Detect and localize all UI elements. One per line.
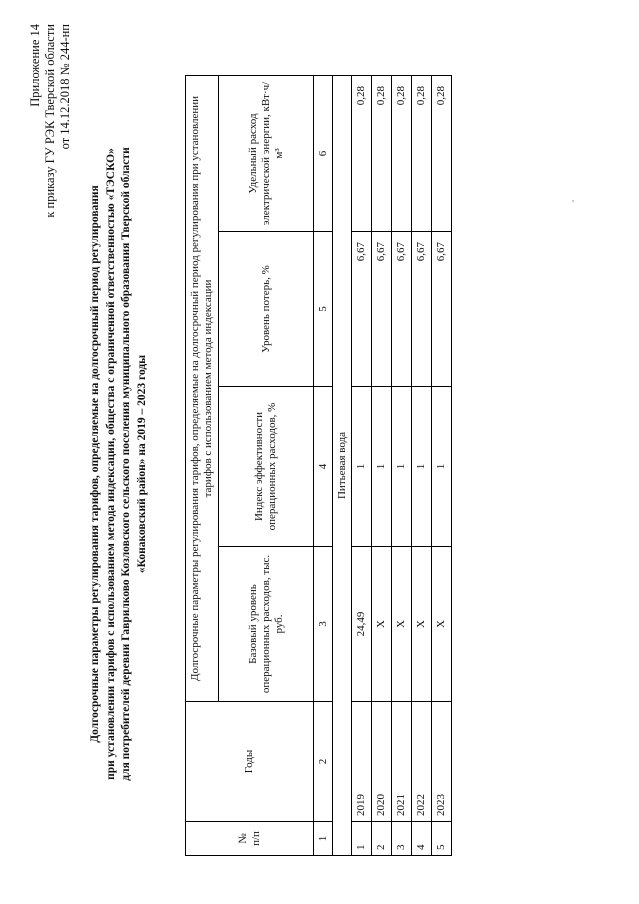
row-no: 3 bbox=[392, 822, 412, 856]
row-loss-level: 6,67 bbox=[432, 232, 452, 387]
header-year: Годы bbox=[186, 702, 314, 822]
row-no: 2 bbox=[372, 822, 392, 856]
scan-speck bbox=[572, 200, 574, 202]
row-efficiency-index: 1 bbox=[372, 387, 392, 547]
title-line-3: для потребителей деревни Гаврилково Козловского сельского поселения муниципального образования Тверской области bbox=[120, 147, 132, 781]
header-energy-consumption: Удельный расход электрической энергии, кВт·ч/м³ bbox=[219, 75, 314, 231]
row-year: 2021 bbox=[392, 702, 412, 822]
row-no: 4 bbox=[412, 822, 432, 856]
row-year: 2023 bbox=[432, 702, 452, 822]
row-efficiency-index: 1 bbox=[412, 387, 432, 547]
appendix-note bbox=[28, 24, 73, 218]
column-number: 4 bbox=[314, 387, 333, 547]
column-number: 2 bbox=[314, 702, 333, 822]
section-label: Питьевая вода bbox=[333, 75, 352, 855]
appendix-line-3: от 14.12.2018 № 244-нп bbox=[58, 24, 72, 150]
row-loss-level: 6,67 bbox=[392, 232, 412, 387]
row-year: 2022 bbox=[412, 702, 432, 822]
appendix-line-2: к приказу ГУ РЭК Тверской области bbox=[43, 24, 57, 218]
document-title bbox=[88, 84, 150, 844]
row-base-opex: 24,49 bbox=[352, 547, 372, 702]
header-efficiency-index: Индекс эффективности операционных расходов, % bbox=[219, 387, 314, 547]
table-row bbox=[392, 75, 412, 855]
header-group: Долгосрочные параметры регулирования тарифов, определяемые на долгосрочный период регулирования при установлении тарифов с использованием метода индексации bbox=[186, 75, 219, 701]
table-row bbox=[372, 75, 392, 855]
table-row bbox=[412, 75, 432, 855]
row-energy-consumption: 0,28 bbox=[392, 75, 412, 231]
header-loss-level: Уровень потерь, % bbox=[219, 232, 314, 387]
title-line-4: «Конаковский район» на 2019 – 2023 годы bbox=[135, 354, 148, 574]
title-line-2: при установлении тарифов с использованием метода индексации, общества с ограниченной ответственностью «ТЭСКО» bbox=[104, 148, 117, 780]
header-base-opex: Базовый уровень операционных расходов, тыс. руб. bbox=[219, 547, 314, 702]
section-row bbox=[333, 75, 352, 855]
row-year: 2020 bbox=[372, 702, 392, 822]
row-loss-level: 6,67 bbox=[372, 232, 392, 387]
column-numbers-row bbox=[314, 75, 333, 855]
column-number: 6 bbox=[314, 75, 333, 231]
column-number: 1 bbox=[314, 822, 333, 856]
row-year: 2019 bbox=[352, 702, 372, 822]
row-base-opex: X bbox=[392, 547, 412, 702]
header-no: № п/п bbox=[186, 822, 314, 856]
row-base-opex: X bbox=[372, 547, 392, 702]
appendix-line-1: Приложение 14 bbox=[28, 24, 42, 107]
table-row bbox=[352, 75, 372, 855]
row-energy-consumption: 0,28 bbox=[352, 75, 372, 231]
parameters-table bbox=[185, 75, 452, 856]
column-number: 5 bbox=[314, 232, 333, 387]
row-no: 5 bbox=[432, 822, 452, 856]
row-efficiency-index: 1 bbox=[352, 387, 372, 547]
row-loss-level: 6,67 bbox=[352, 232, 372, 387]
title-line-1: Долгосрочные параметры регулирования тарифов, определяемые на долгосрочный период регулирования bbox=[89, 185, 101, 743]
row-efficiency-index: 1 bbox=[432, 387, 452, 547]
row-base-opex: X bbox=[432, 547, 452, 702]
row-energy-consumption: 0,28 bbox=[372, 75, 392, 231]
row-loss-level: 6,67 bbox=[412, 232, 432, 387]
table-row bbox=[432, 75, 452, 855]
row-energy-consumption: 0,28 bbox=[432, 75, 452, 231]
row-no: 1 bbox=[352, 822, 372, 856]
row-energy-consumption: 0,28 bbox=[412, 75, 432, 231]
row-efficiency-index: 1 bbox=[392, 387, 412, 547]
row-base-opex: X bbox=[412, 547, 432, 702]
column-number: 3 bbox=[314, 547, 333, 702]
